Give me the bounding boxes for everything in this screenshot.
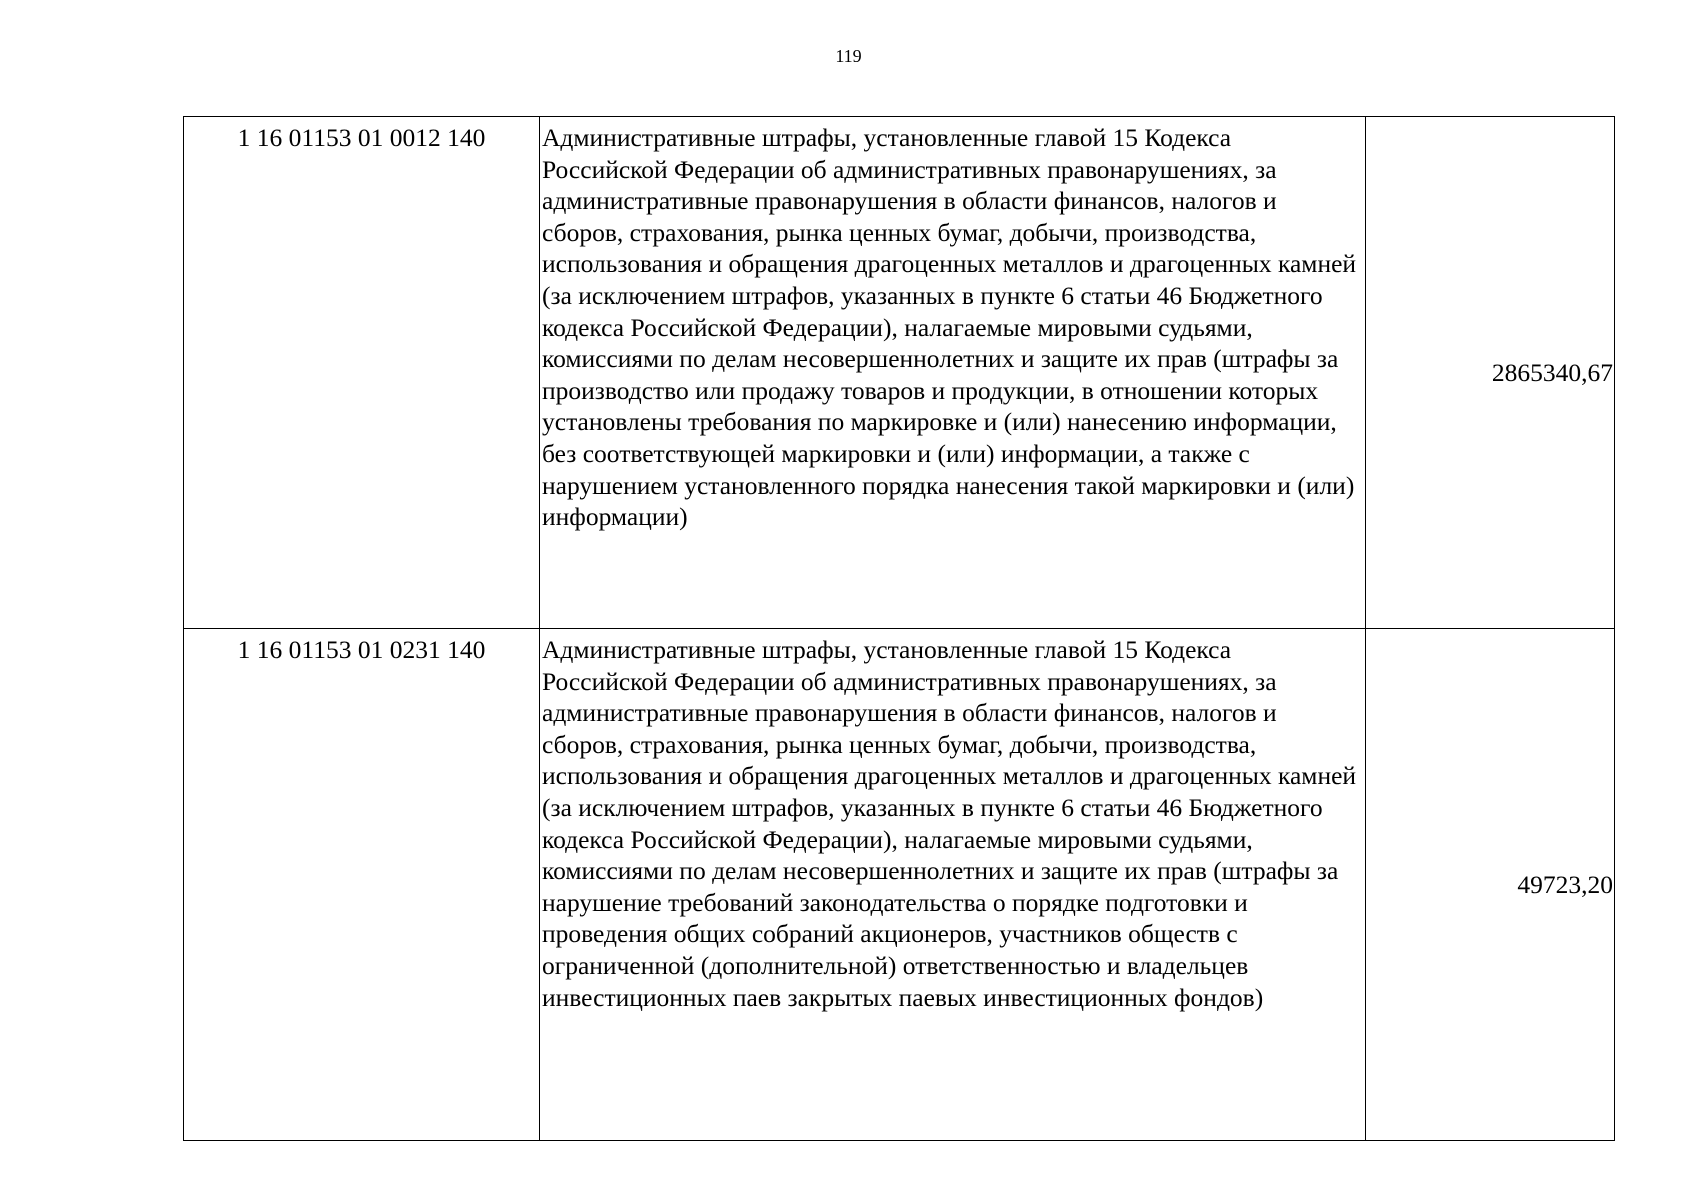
- page-number: 119: [835, 46, 862, 66]
- amount-cell: 49723,20: [1366, 629, 1615, 1141]
- description-cell: Административные штрафы, установленные главой 15 Кодекса Российской Федерации об административных правонарушениях, за административные правонарушения в области финансов, налогов и сборов, страхования, рынка ценных бумаг, добычи, производства, использования и обращения драгоценных металлов и драгоценных камней (за исключением штрафов, указанных в пункте 6 статьи 46 Бюджетного кодекса Российской Федерации), налагаемые мировыми судьями, комиссиями по делам несовершеннолетних и защите их прав (штрафы за производство или продажу товаров и продукции, в отношении которых установлены требования по маркировке и (или) нанесению информации, без соответствующей маркировки и (или) информации, а также с нарушением установленного порядка нанесения такой маркировки и (или) информации): [540, 117, 1366, 629]
- table-row: [184, 117, 1615, 629]
- amount-cell: 2865340,67: [1366, 117, 1615, 629]
- budget-code-cell: 1 16 01153 01 0231 140: [184, 629, 540, 1141]
- budget-code-cell: 1 16 01153 01 0012 140: [184, 117, 540, 629]
- budget-table: [183, 116, 1615, 1141]
- description-cell: Административные штрафы, установленные главой 15 Кодекса Российской Федерации об административных правонарушениях, за административные правонарушения в области финансов, налогов и сборов, страхования, рынка ценных бумаг, добычи, производства, использования и обращения драгоценных металлов и драгоценных камней (за исключением штрафов, указанных в пункте 6 статьи 46 Бюджетного кодекса Российской Федерации), налагаемые мировыми судьями, комиссиями по делам несовершеннолетних и защите их прав (штрафы за нарушение требований законодательства о порядке подготовки и проведения общих собраний акционеров, участников обществ с ограниченной (дополнительной) ответственностью и владельцев инвестиционных паев закрытых паевых инвестиционных фондов): [540, 629, 1366, 1141]
- table-row: [184, 629, 1615, 1141]
